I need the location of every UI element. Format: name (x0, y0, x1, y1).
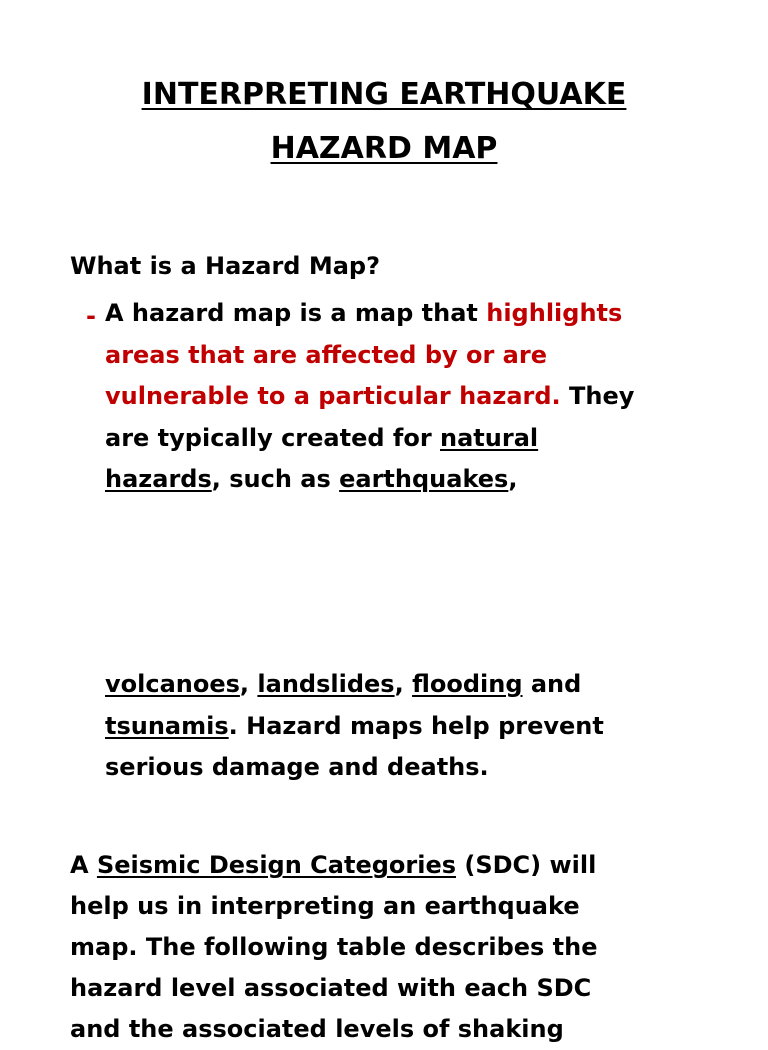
highlight-text: vulnerable to a particular hazard. (105, 382, 561, 410)
text: A hazard map is a map that (105, 299, 487, 327)
bullet-marker: - (86, 302, 96, 330)
sdc-paragraph (70, 845, 710, 1050)
underlined-term-sdc: Seismic Design Categories (96, 851, 457, 879)
text: , (239, 670, 258, 698)
underlined-term-flooding: flooding (412, 670, 523, 698)
text: (SDC) will (456, 851, 597, 879)
text: serious damage and deaths. (105, 753, 489, 781)
text: , (508, 465, 518, 493)
title-line-2: HAZARD MAP (270, 131, 498, 166)
text: and the associated levels of shaking (70, 1015, 564, 1043)
underlined-term-natural: natural (440, 423, 539, 452)
section-question: What is a Hazard Map? (70, 252, 380, 280)
definition-paragraph (105, 293, 725, 501)
text: are typically created for (105, 423, 441, 452)
text: help us in interpreting an earthquake (70, 892, 580, 920)
text: hazard level associated with each SDC (70, 974, 592, 1002)
text: . Hazard maps help prevent (228, 711, 604, 740)
underlined-term-hazards: hazards (105, 465, 212, 493)
text: , such as (211, 465, 340, 493)
underlined-term-tsunamis: tsunamis (105, 711, 229, 740)
underlined-term-earthquakes: earthquakes (339, 465, 509, 493)
title-line-1: INTERPRETING EARTHQUAKE (141, 77, 627, 112)
highlight-text: areas that are affected by or are (105, 340, 547, 369)
highlight-text: highlights (486, 299, 623, 327)
underlined-term-landslides: landslides (257, 670, 395, 698)
page-title (0, 68, 768, 176)
text: A (70, 851, 97, 879)
text: They (560, 382, 635, 410)
underlined-term-volcanoes: volcanoes (105, 670, 240, 698)
text: map. The following table describes the (70, 933, 598, 961)
hazard-types-paragraph (105, 664, 725, 789)
text: and (522, 670, 582, 698)
text: , (394, 670, 413, 698)
